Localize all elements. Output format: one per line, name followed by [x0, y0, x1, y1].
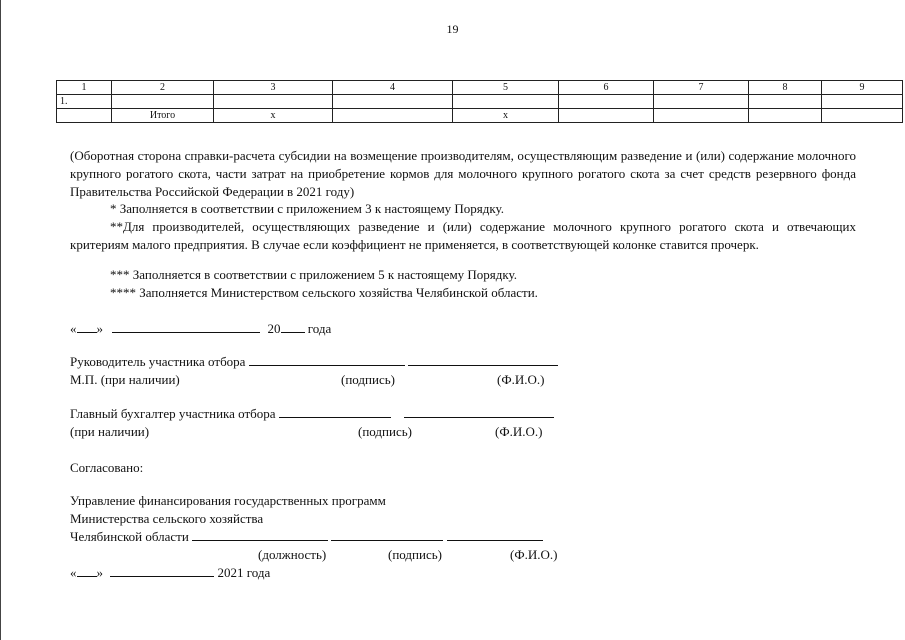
table-cell: Итого	[112, 109, 214, 123]
quote-close: »	[96, 321, 103, 336]
head-sign-caption: (подпись)	[341, 372, 395, 387]
header-cell: 2	[112, 81, 214, 95]
ministry-line-2: Министерства сельского хозяйства	[70, 511, 264, 526]
ministry-fio-caption: (Ф.И.О.)	[510, 547, 558, 562]
ministry-line-1: Управление финансирования государственных программ	[70, 493, 386, 508]
accountant-sign-blank	[279, 405, 391, 418]
page-edge	[0, 0, 1, 640]
footnote-4: **** Заполняется Министерством сельского хозяйства Челябинской области.	[110, 285, 538, 300]
page-number: 19	[446, 22, 459, 36]
quote-close: »	[96, 565, 103, 580]
table-cell	[654, 109, 749, 123]
ministry-position-caption: (должность)	[258, 547, 327, 562]
ministry-sign-caption: (подпись)	[388, 547, 442, 562]
accountant-label: Главный бухгалтер участника отбора	[70, 406, 276, 421]
accountant-signature-line	[70, 405, 554, 423]
footnote-2: **Для производителей, осуществляющих разведение и (или) содержание молочного крупного рогатого скота и отвечающих критериям малого предприятия. В случае если коэффициент не применяется, в соответствующей колонке ставится прочерк.	[70, 219, 856, 252]
header-cell: 5	[453, 81, 559, 95]
header-cell: 3	[214, 81, 333, 95]
table-cell	[333, 95, 453, 109]
head-fio-blank	[408, 353, 558, 366]
table-cell	[654, 95, 749, 109]
month-blank	[112, 320, 260, 333]
table-cell	[333, 109, 453, 123]
header-cell: 6	[559, 81, 654, 95]
accountant-fio-caption: (Ф.И.О.)	[495, 424, 543, 439]
day-blank	[77, 320, 97, 333]
header-cell: 1	[57, 81, 112, 95]
accountant-sign-caption: (подпись)	[358, 424, 412, 439]
table-cell	[214, 95, 333, 109]
year-blank	[281, 320, 305, 333]
header-cell: 8	[749, 81, 822, 95]
footnote-1: * Заполняется в соответствии с приложением 3 к настоящему Порядку.	[110, 201, 504, 216]
final-year: 2021 года	[217, 565, 271, 580]
table-cell	[822, 95, 903, 109]
year-prefix: 20	[267, 321, 281, 336]
final-date-line	[70, 564, 270, 582]
table-header-row	[57, 81, 903, 95]
table-row-total	[57, 109, 903, 123]
header-cell: 7	[654, 81, 749, 95]
head-sign-blank	[249, 353, 405, 366]
day-blank	[77, 564, 97, 577]
table-cell	[112, 95, 214, 109]
agreed-label: Согласовано:	[70, 460, 144, 475]
table-cell: х	[453, 109, 559, 123]
quote-open: «	[70, 565, 77, 580]
accountant-fio-blank	[404, 405, 554, 418]
ministry-signature-line	[70, 528, 543, 546]
month-blank	[110, 564, 214, 577]
ministry-fio-blank	[447, 528, 543, 541]
intro-note: (Оборотная сторона справки-расчета субсидии на возмещение производителям, осуществляющим разведение и (или) содержание молочного крупного рогатого скота, части затрат на приобретение кормов для молочного крупного рогатого скота за счет средств резервного фонда Правительства Российской Федерации в 2021 году)	[70, 148, 856, 199]
quote-open: «	[70, 321, 77, 336]
table-cell: х	[214, 109, 333, 123]
table-cell	[749, 95, 822, 109]
table-cell	[57, 109, 112, 123]
year-suffix: года	[307, 321, 332, 336]
footnote-3: *** Заполняется в соответствии с приложением 5 к настоящему Порядку.	[110, 267, 517, 282]
ministry-position-blank	[192, 528, 328, 541]
table-cell	[749, 109, 822, 123]
table-cell	[822, 109, 903, 123]
table-cell	[559, 95, 654, 109]
date-line	[70, 320, 331, 338]
head-label: Руководитель участника отбора	[70, 354, 246, 369]
table-cell	[453, 95, 559, 109]
ministry-sign-blank	[331, 528, 443, 541]
head-signature-line	[70, 353, 558, 371]
table-cell	[559, 109, 654, 123]
head-fio-caption: (Ф.И.О.)	[497, 372, 545, 387]
table-cell: 1.	[57, 95, 112, 109]
accountant-sub: (при наличии)	[70, 424, 150, 439]
header-cell: 4	[333, 81, 453, 95]
head-stamp: М.П. (при наличии)	[70, 372, 180, 387]
data-table	[56, 80, 903, 123]
header-cell: 9	[822, 81, 903, 95]
table-row	[57, 95, 903, 109]
ministry-line-3: Челябинской области	[70, 529, 189, 544]
